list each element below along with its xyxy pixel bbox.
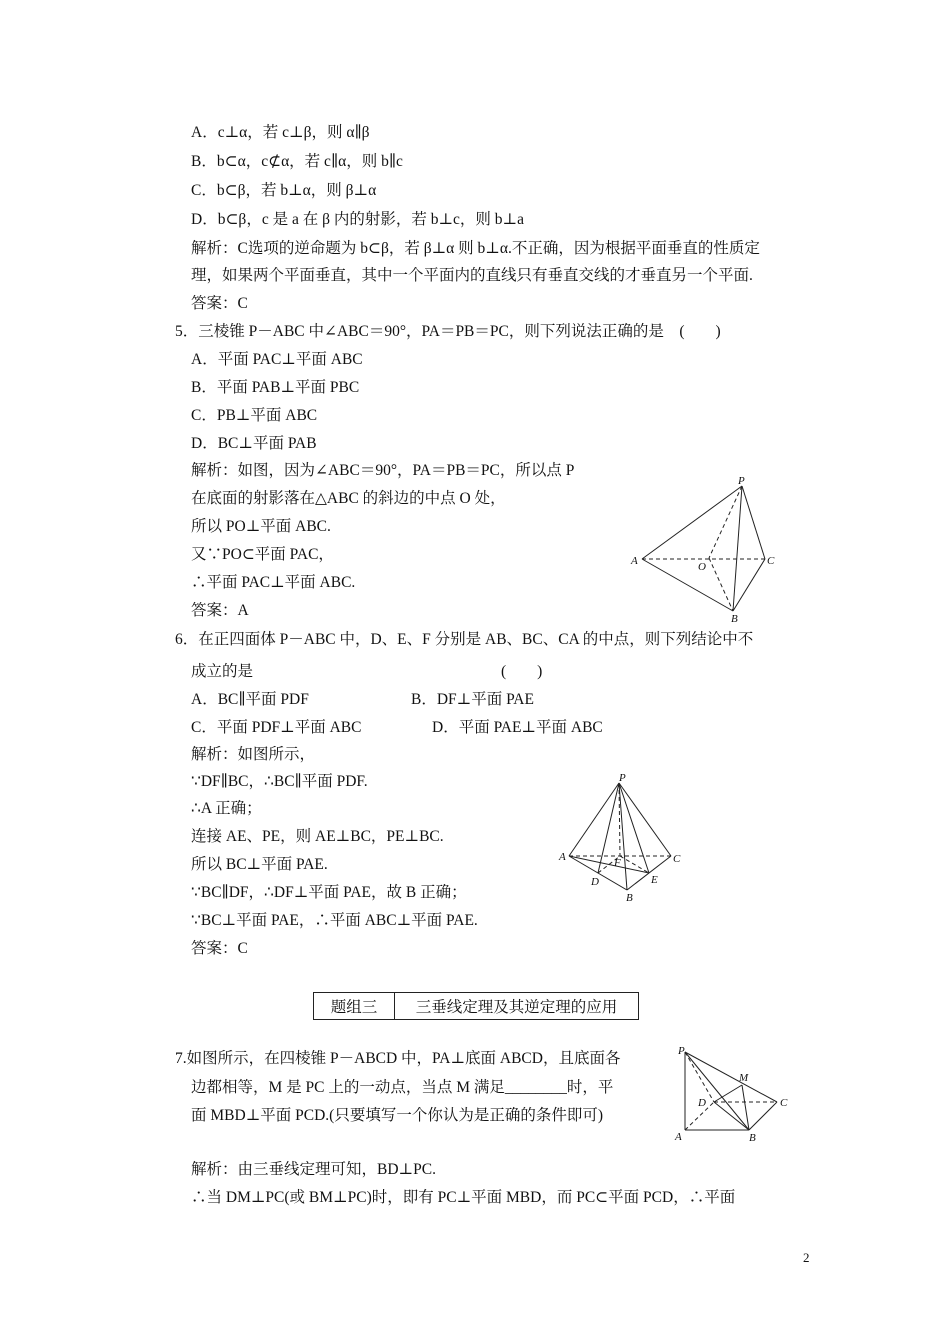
vertex-label: F <box>614 857 621 869</box>
analysis-line: 在底面的射影落在△ABC 的斜边的中点 O 处， <box>191 490 506 507</box>
vertex-label: P <box>619 772 626 784</box>
analysis-line: 所以 BC⊥平面 PAE. <box>191 856 328 873</box>
pyramid-figure-1 <box>625 474 785 624</box>
vertex-label: A <box>631 555 638 567</box>
analysis-line: ∴A 正确； <box>191 800 262 817</box>
analysis-line: ∵BC∥DF，∴DF⊥平面 PAE，故 B 正确； <box>191 884 467 901</box>
option-d: D．BC⊥平面 PAB <box>191 435 317 452</box>
option-d: D．平面 PAE⊥平面 ABC <box>432 719 603 736</box>
group-title: 三垂线定理及其逆定理的应用 <box>415 999 618 1016</box>
option-b: B．b⊂α，c⊄α，若 c∥α，则 b∥c <box>191 153 403 170</box>
group-header <box>313 992 639 1020</box>
analysis-line: 又∵PO⊂平面 PAC， <box>191 546 334 563</box>
analysis-line: 解析：C选项的逆命题为 b⊂β，若 β⊥α 则 b⊥α.不正确，因为根据平面垂直的性质定 <box>191 240 760 257</box>
vertex-label: P <box>738 475 745 487</box>
answer-line: 答案：C <box>191 940 248 957</box>
group-label: 题组三 <box>314 993 395 1019</box>
question-7: 7.如图所示，在四棱锥 P－ABCD 中，PA⊥底面 ABCD，且底面各 <box>175 1050 621 1067</box>
vertex-label: E <box>651 874 658 886</box>
vertex-label: A <box>559 851 566 863</box>
analysis-line: 解析：如图所示， <box>191 746 316 763</box>
analysis-line: ∴当 DM⊥PC(或 BM⊥PC)时，即有 PC⊥平面 MBD，而 PC⊂平面 PCD，∴平面 <box>191 1189 736 1206</box>
option-d: D．b⊂β，c 是 a 在 β 内的射影，若 b⊥c，则 b⊥a <box>191 211 525 228</box>
page-number: 2 <box>803 1250 810 1265</box>
vertex-label: B <box>749 1132 756 1144</box>
vertex-label: D <box>591 876 599 888</box>
option-c: C．PB⊥平面 ABC <box>191 407 318 424</box>
vertex-label: B <box>626 892 633 904</box>
question-6: 6．在正四面体 P－ABC 中，D、E、F 分别是 AB、BC、CA 的中点，则下列结论中不 <box>175 631 754 648</box>
question-7-cont: 边都相等，M 是 PC 上的一动点，当点 M 满足________时，平 <box>191 1079 614 1096</box>
vertex-label: C <box>780 1097 788 1109</box>
analysis-line: 连接 AE、PE，则 AE⊥BC，PE⊥BC. <box>191 828 444 845</box>
vertex-label: M <box>739 1072 749 1084</box>
analysis-line: 所以 PO⊥平面 ABC. <box>191 518 331 535</box>
option-a: A．BC∥平面 PDF <box>191 691 309 708</box>
vertex-label: D <box>698 1097 706 1109</box>
vertex-label: P <box>678 1045 685 1057</box>
analysis-line: 理，如果两个平面垂直，其中一个平面内的直线只有垂直交线的才垂直另一个平面. <box>191 267 753 284</box>
option-c: C．平面 PDF⊥平面 ABC <box>191 719 362 736</box>
option-c: C．b⊂β，若 b⊥α，则 β⊥α <box>191 182 377 199</box>
question-7-cont: 面 MBD⊥平面 PCD.(只要填写一个你认为是正确的条件即可) <box>191 1107 603 1124</box>
vertex-label: O <box>698 561 706 573</box>
vertex-label: A <box>675 1131 682 1143</box>
vertex-label: C <box>673 853 681 865</box>
analysis-line: ∴平面 PAC⊥平面 ABC. <box>191 574 356 591</box>
tetrahedron-figure <box>555 770 695 910</box>
analysis-line: 解析：如图，因为∠ABC＝90°，PA＝PB＝PC，所以点 P <box>191 462 575 479</box>
analysis-line: ∵DF∥BC，∴BC∥平面 PDF. <box>191 773 368 790</box>
vertex-label: C <box>767 555 775 567</box>
analysis-line: 解析：由三垂线定理可知，BD⊥PC. <box>191 1161 436 1178</box>
pyramid-figure-2 <box>672 1040 802 1145</box>
option-a: A．平面 PAC⊥平面 ABC <box>191 351 363 368</box>
analysis-line: ∵BC⊥平面 PAE，∴平面 ABC⊥平面 PAE. <box>191 912 478 929</box>
option-b: B．平面 PAB⊥平面 PBC <box>191 379 360 396</box>
vertex-label: B <box>731 613 738 624</box>
option-a: A．c⊥α，若 c⊥β，则 α∥β <box>191 124 370 141</box>
option-b: B．DF⊥平面 PAE <box>411 691 534 708</box>
question-6-cont: 成立的是 ( ) <box>191 663 543 680</box>
question-5: 5．三棱锥 P－ABC 中∠ABC＝90°，PA＝PB＝PC，则下列说法正确的是 ( ) <box>175 323 721 340</box>
answer-line: 答案：C <box>191 295 248 312</box>
answer-line: 答案：A <box>191 602 249 619</box>
